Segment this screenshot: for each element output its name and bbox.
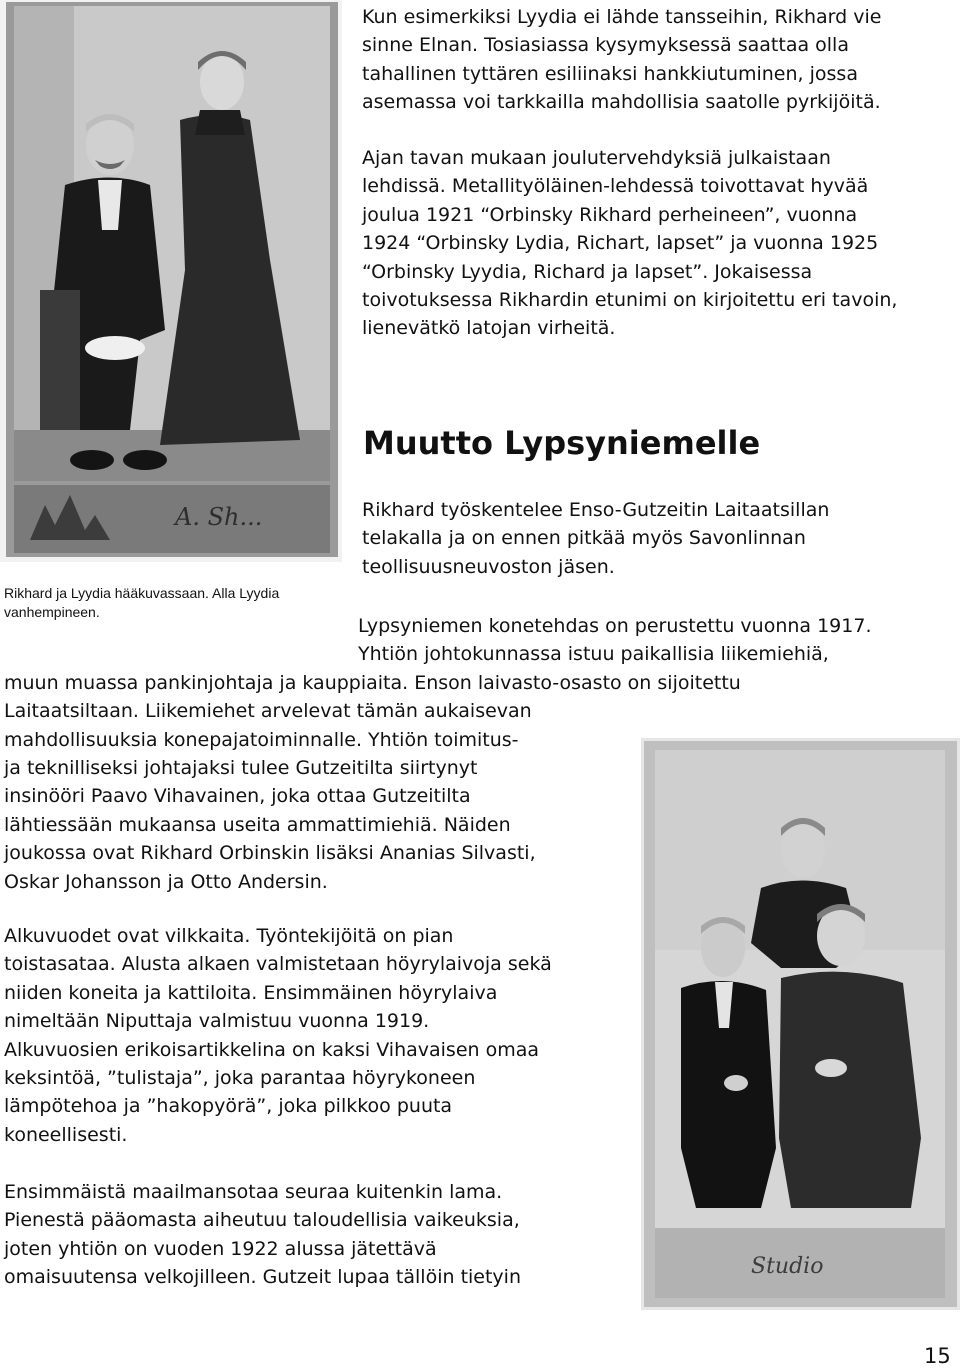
text-line: lähtiessään mukaansa useita ammattimiehiä. Näiden (4, 813, 511, 836)
text-line: Lypsyniemen konetehdas on perustettu vuonna 1917. (358, 615, 872, 637)
text-line: Rikhard työskentelee Enso-Gutzeitin Laitaatsillan (362, 499, 830, 521)
text-line: Alkuvuodet ovat vilkkaita. Työntekijöitä on pian (4, 925, 454, 947)
text-line: joulua 1921 “Orbinsky Rikhard perheineen”, vuonna (362, 203, 858, 226)
text-line: muun muassa pankinjohtaja ja kauppiaita. Enson laivasto-osasto on sijoitettu (4, 671, 741, 694)
early-years-paragraph (4, 922, 552, 1149)
greetings-paragraph (362, 144, 897, 343)
text-line: Laitaatsiltaan. Liikemiehet arvelevat tämän aukaisevan (4, 700, 532, 723)
text-line: mahdollisuuksia konepajatoiminnalle. Yhtiön toimitus- (4, 728, 519, 751)
text-line: sinne Elnan. Tosiasiassa kysymyksessä saattaa olla (362, 34, 849, 57)
text-line: lienevätkö latojan virheitä. (362, 317, 616, 340)
wedding-photo (0, 0, 342, 562)
text-line: niiden koneita ja kattiloita. Ensimmäinen höyrylaiva (4, 981, 498, 1004)
text-line: Oskar Johansson ja Otto Andersin. (4, 870, 328, 893)
text-line: asemassa voi tarkkailla mahdollisia saatolle pyrkijöitä. (362, 91, 881, 114)
text-line: 1924 “Orbinsky Lydia, Richart, lapset” ja vuonna 1925 (362, 232, 879, 255)
text-line: Ajan tavan mukaan joulutervehdyksiä julkaistaan (362, 147, 831, 169)
text-line: Alkuvuosien erikoisartikkelina on kaksi Vihavaisen omaa (4, 1038, 540, 1061)
text-line: Kun esimerkiksi Lyydia ei lähde tansseihin, Rikhard vie (362, 6, 882, 28)
section-heading: Muutto Lypsyniemelle (363, 424, 761, 462)
work-paragraph (362, 496, 829, 581)
text-line: ja teknilliseksi johtajaksi tulee Gutzeitilta siirtynyt (4, 757, 478, 780)
text-line: telakalla ja on ennen pitkää myös Savonlinnan (362, 527, 806, 550)
caption-line: vanhempineen. (4, 604, 100, 620)
text-line: koneellisesti. (4, 1123, 128, 1146)
svg-text:Studio: Studio (751, 1254, 824, 1279)
text-line: toivotuksessa Rikhardin etunimi on kirjoitettu eri tavoin, (362, 289, 898, 312)
text-line: Pienestä pääomasta aiheutuu taloudellisia vaikeuksia, (4, 1209, 520, 1232)
text-line: lehdissä. Metallityöläinen-lehdessä toivottavat hyvää (362, 175, 869, 198)
text-line: “Orbinsky Lyydia, Richard ja lapset”. Jokaisessa (362, 260, 813, 283)
intro-paragraph (362, 3, 881, 117)
text-line: joukossa ovat Rikhard Orbinskin lisäksi Ananias Silvasti, (4, 842, 536, 865)
text-line: nimeltään Niputtaja valmistuu vuonna 1919. (4, 1010, 430, 1033)
svg-text:A. Sh...: A. Sh... (175, 503, 263, 531)
war-paragraph (4, 1178, 521, 1292)
text-line: toistasataa. Alusta alkaen valmistetaan höyrylaivoja sekä (4, 953, 552, 976)
text-line: lämpötehoa ja ”hakopyörä”, joka pilkkoo puuta (4, 1095, 453, 1118)
text-line: keksintöä, ”tulistaja”, joka parantaa höyrykoneen (4, 1067, 476, 1090)
factory-paragraph (0, 612, 871, 896)
caption-line: Rikhard ja Lyydia hääkuvassaan. Alla Lyydia (4, 585, 280, 601)
text-line: joten yhtiön on vuoden 1922 alussa jätettävä (4, 1237, 437, 1260)
text-line: tahallinen tyttären esiliinaksi hankkiutuminen, jossa (362, 62, 858, 85)
text-line: Ensimmäistä maailmansotaa seuraa kuitenkin lama. (4, 1181, 503, 1203)
text-line: teollisuusneuvoston jäsen. (362, 555, 615, 578)
text-line: insinööri Paavo Vihavainen, joka ottaa Gutzeitilta (4, 785, 471, 808)
text-line: Yhtiön johtokunnassa istuu paikallisia liikemiehiä, (358, 643, 829, 666)
text-line: omaisuutensa velkojilleen. Gutzeit lupaa tällöin tietyin (4, 1266, 521, 1289)
page-number: 15 (924, 1344, 951, 1368)
